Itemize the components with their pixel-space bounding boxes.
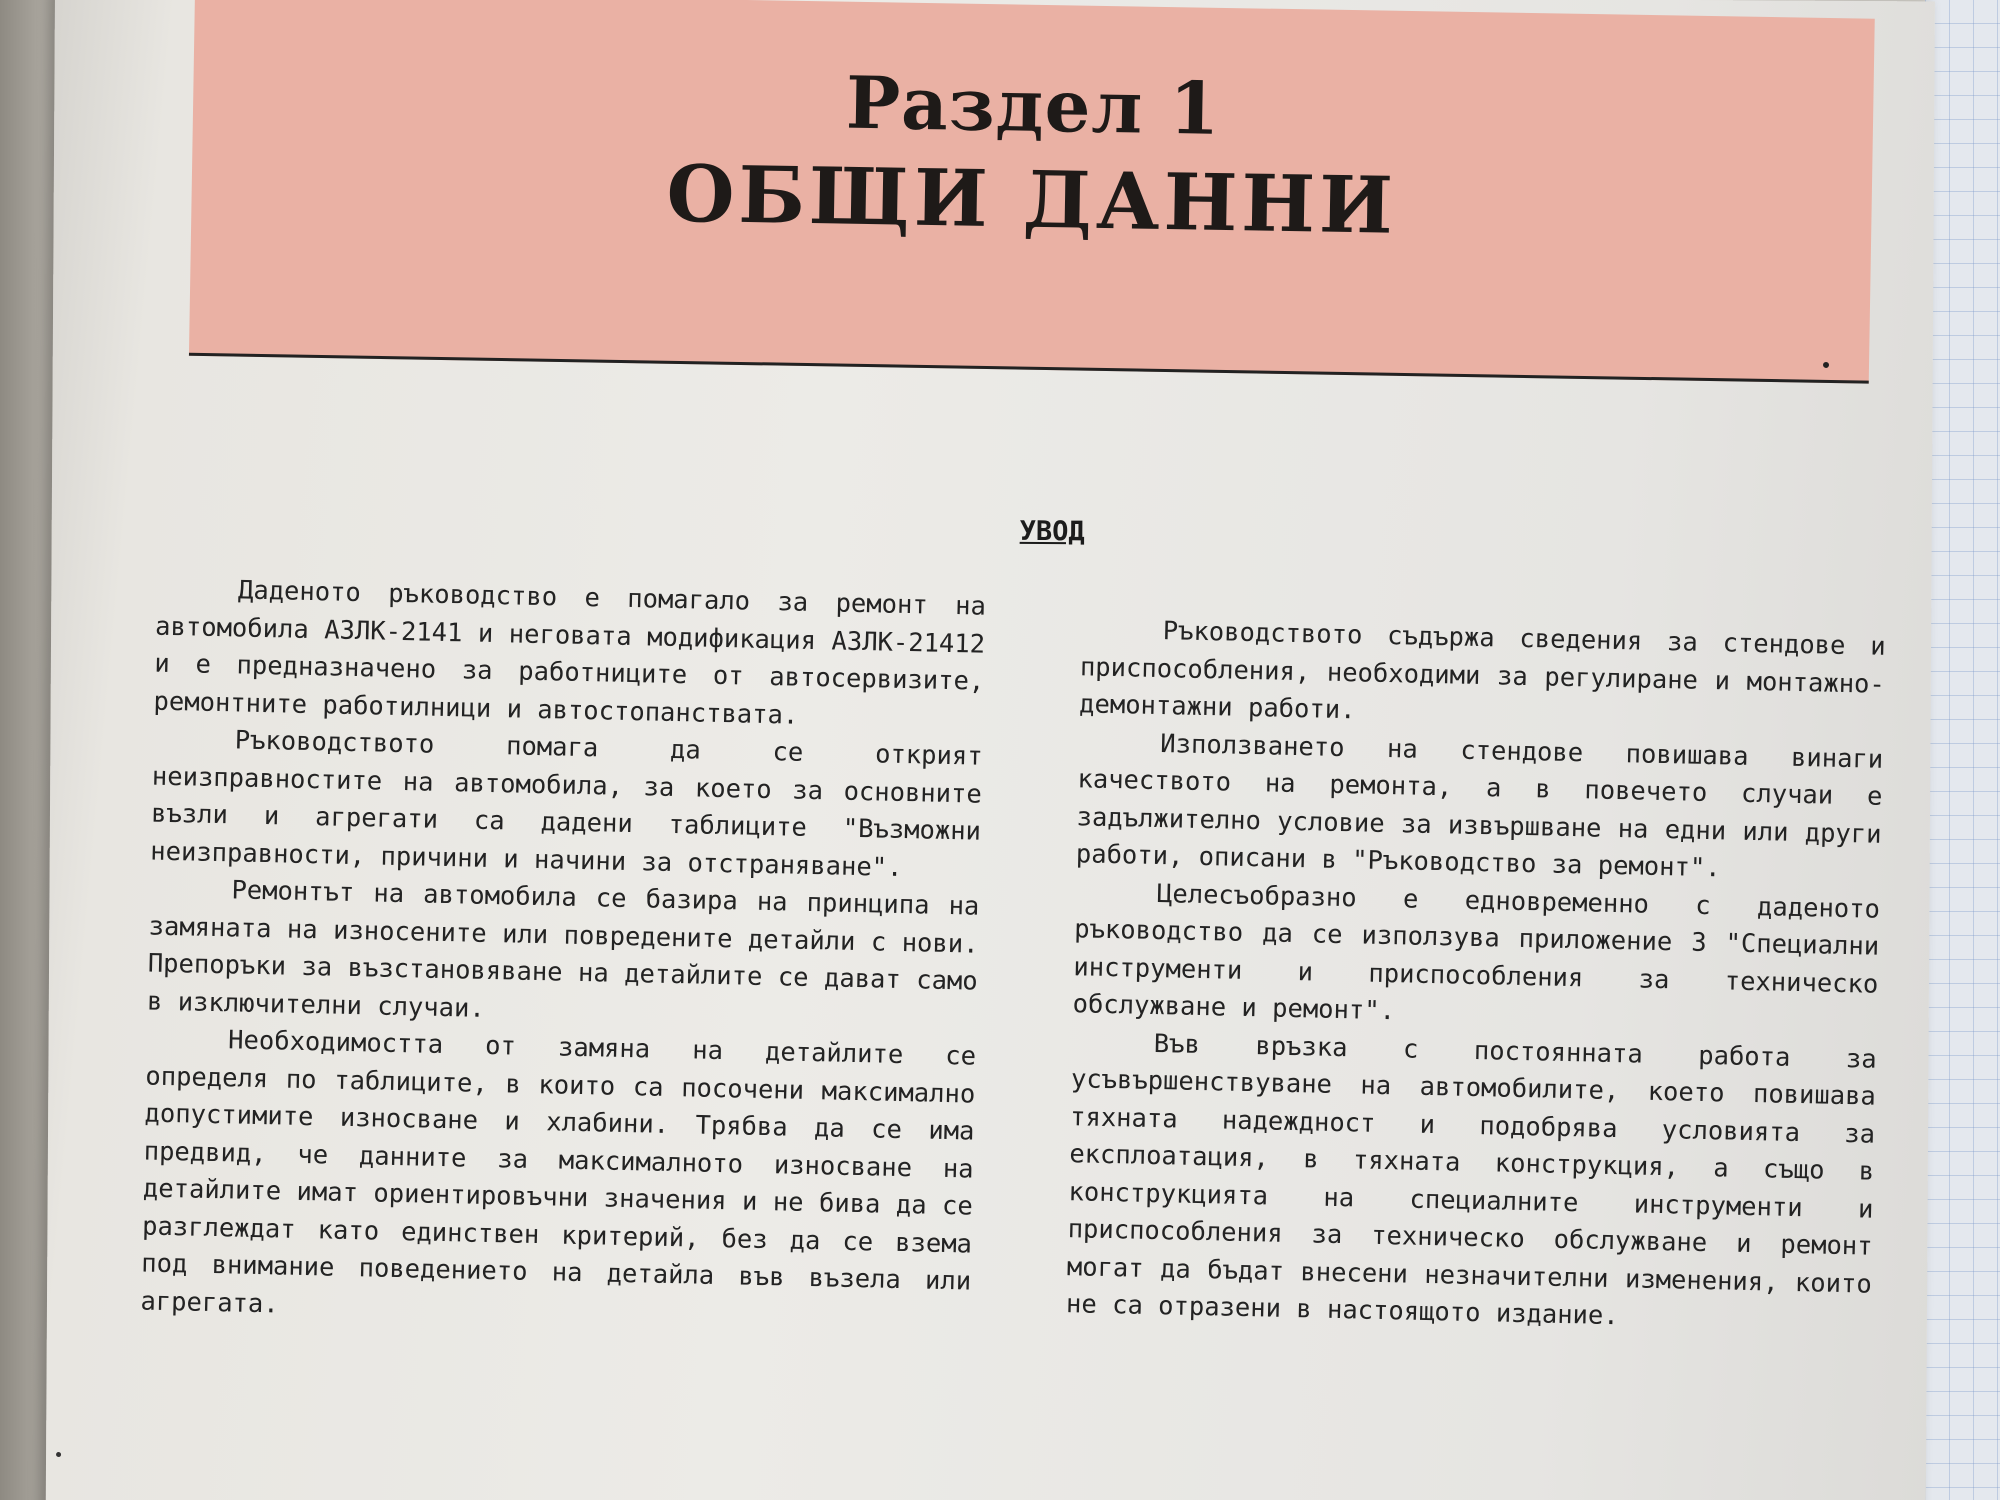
left-text-column xyxy=(140,571,986,1339)
paragraph: Даденото ръководство е помагало за ремонт на автомобила АЗЛК-2141 и неговата модификация АЗЛК-21412 и е предназначено за работниците от автосервизите, ремонтните работилници и автостопанствата. xyxy=(153,575,987,731)
section-header-band xyxy=(189,0,1875,384)
right-text-column xyxy=(1066,611,1886,1341)
print-speck xyxy=(1823,362,1829,368)
section-label: Раздел 1 xyxy=(845,59,1222,151)
paragraph: Целесъобразно е едновременно с даденото ръководство да се използува приложение 3 "Специални инструменти и приспособления за техническо обслужване и ремонт". xyxy=(1072,878,1881,1027)
intro-heading: УВОД xyxy=(1019,515,1085,548)
paragraph: Използването на стендове повишава винаги качеството на ремонта, а в повечето случаи е задължително условие за извършване на едни или други работи, описани в "Ръководство за ремонт". xyxy=(1075,728,1884,884)
paragraph: Ръководството съдържа сведения за стендове и приспособления, необходими за регулиране и монтажно-демонтажни работи. xyxy=(1078,616,1886,726)
paragraph: Ремонтът на автомобила се базира на принципа на замяната на износените или повредените детайли с нови. Препоръки за възстановяване на детайлите се дават само в изключителни случаи. xyxy=(146,875,980,1024)
paragraph: Ръководството помага да се открият неизправностите на автомобила, за което за основните възли и агрегати са дадени таблиците "Възможни неизправности, причини и начини за отстраняване". xyxy=(150,725,983,883)
book-page xyxy=(46,0,1935,1500)
paragraph: Необходимостта от замяна на детайлите се определя по таблиците, в които са посочени максимално допустимите износване и хлабини. Трябва да се има предвид, че данните за максималното износване на детайлите имат ориентировъчни значения и не бива да се разглеждат като единствен критерий, без да се взема под внимание поведението на детайла във възела или агрегата. xyxy=(140,1025,977,1319)
section-title: ОБЩИ ДАННИ xyxy=(665,148,1398,252)
print-speck xyxy=(56,1452,61,1457)
paragraph: Във връзка с постоянната работа за усъвършенствуване на автомобилите, което повишава тяхната надеждност и подобрява условията за експлоатация, в тяхната конструкция, а също в конструкцията на специалните инструменти и приспособления за техническо обслужване и ремонт могат да бъдат внесени незначителни изменения, които не са отразени в настоящото издание. xyxy=(1065,1028,1877,1332)
graph-paper-background xyxy=(1925,0,2000,1500)
